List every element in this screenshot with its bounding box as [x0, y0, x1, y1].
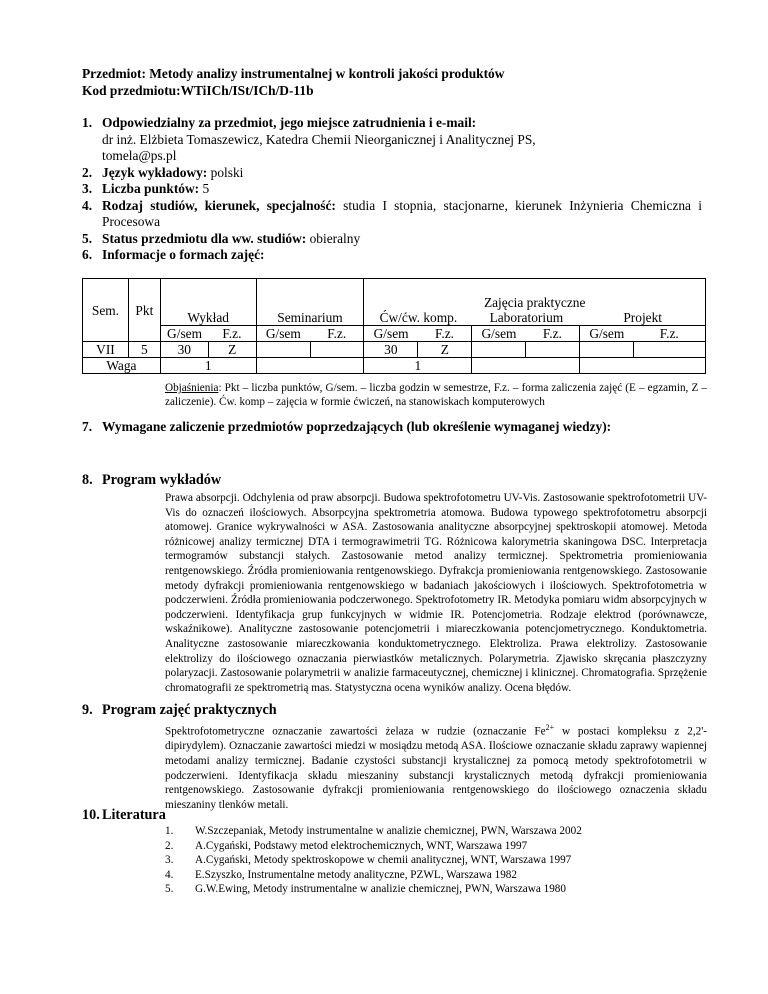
list-item: [165, 868, 707, 883]
section-7: [82, 418, 707, 435]
seminarium-fz-header: F.z.: [310, 326, 364, 342]
item-number: 2.: [82, 164, 93, 180]
list-item: [82, 165, 702, 182]
document-header: [82, 65, 504, 99]
item-label: Język wykładowy:: [102, 164, 208, 180]
list-item: [165, 824, 707, 839]
practical-program-text: [165, 721, 707, 812]
list-item: [82, 181, 702, 198]
cw-fz-header: F.z.: [418, 326, 472, 342]
item-label: Status przedmiotu dla ww. studiów:: [102, 230, 307, 246]
section-number: 8.: [82, 472, 93, 488]
practical-title: Zajęcia praktyczne: [483, 295, 586, 310]
section-title: Program wykładów: [102, 472, 222, 488]
cell-waga-label: Waga: [83, 358, 161, 374]
header-pkt: Pkt: [128, 279, 160, 342]
section-8-heading: [82, 472, 221, 489]
list-item: [82, 231, 702, 248]
practical-subheaders: [364, 310, 705, 325]
item-text: G.W.Ewing, Metody instrumentalne w analizie chemicznej, PWN, Warszawa 1980: [195, 883, 566, 896]
cell-pkt: 5: [128, 342, 160, 358]
table-explanation: [165, 381, 707, 409]
cell-empty: [256, 342, 310, 358]
cell-waga-cw: 1: [364, 358, 472, 374]
item-text: A.Cygański, Podstawy metod elektrochemicznych, WNT, Warszawa 1997: [195, 839, 528, 852]
item-value: 5: [199, 181, 210, 196]
cell-empty: [310, 342, 364, 358]
cell-wyklad-gsem: 30: [160, 342, 208, 358]
section-title: Literatura: [102, 807, 166, 823]
cell-cw-fz: Z: [418, 342, 472, 358]
cell-empty: [580, 342, 634, 358]
section-10-heading: [82, 807, 166, 824]
course-title: Przedmiot: Metody analizy instrumentalnej w kontroli jakości produktów: [82, 66, 505, 81]
projekt-fz-header: F.z.: [634, 326, 706, 342]
item-value: studia I stopnia, stacjonarne, kierunek Inżynieria Chemiczna i Procesowa: [102, 197, 703, 229]
practical-text-a: Spektrofotometryczne oznaczanie zawartości żelaza w rudzie (oznaczanie Fe: [165, 725, 546, 738]
cw-gsem-header: G/sem: [364, 326, 418, 342]
item-number: 5.: [165, 883, 174, 896]
info-list: [82, 115, 702, 264]
item-label: Informacje o formach zajęć:: [102, 247, 265, 262]
header-laboratorium: Laboratorium: [489, 310, 564, 325]
list-item: [165, 853, 707, 868]
section-title: Program zajęć praktycznych: [102, 702, 277, 718]
lecture-program-text: Prawa absorpcji. Odchylenia od praw absorpcji. Budowa spektrofotometru UV-Vis. Zastosowanie spektrofotometrii UV-Vis do oznaczeń ilościowych. Absorpcyjna spektrometria atomowa. Budowa typowego spektrofotometru absorpcji atomowej. Granice wykrywalności w ASA. Zastosowania analityczne absorpcyjnej spektroskopii atomowej. Metoda różnicowej analizy termicznej DTA i termograwimetrii TG. Różnicowa kalorymetria skaningowa DSC. Interpretacja termogramów substancji stałych. Zastosowanie metod analizy termicznej. Spektrometria promieniowania rentgenowskiego. Źródła promieniowania rentgenowskiego. Dyfrakcja promieniowania rentgenowskiego. Zastosowanie metody dyfrakcji promieniowania rentgenowskiego w badaniach jakościowych i ilościowych. Spektrofotometria w podczerwieni. Źródła promieniowania podczerwonego. Spektrofotometry IR. Metodyka pomiaru widm absorpcyjnych w podczerwieni. Identyfikacja grup funkcyjnych w widmie IR. Potencjometria. Rodzaje elektrod (porównawcze, wskaźnikowe). Analityczne zastosowanie potencjometrii i miareczkowania potencjometrycznego. Konduktometria. Analityczne zastosowanie miareczkowania konduktometrycznego. Elektroliza. Prawa elektrolizy. Zastosowanie elektrolizy do ilościowego oznaczania pierwiastków metalicznych. Polarymetria. Zjawisko skręcania płaszczyzny polaryzacji. Zastosowanie polarymetrii w analizie farmaceutycznej, chemicznej i klinicznej. Chromatografia. Sprzężenie chromatografii ze spektrometrią mas. Statystyczna ocena wyników analizy. Ocena błędów.: [165, 492, 707, 694]
cell-wyklad-fz: Z: [208, 342, 256, 358]
item-value: polski: [207, 164, 244, 180]
item-label: Liczba punktów:: [102, 181, 200, 196]
course-code: Kod przedmiotu:WTiICh/ISt/ICh/D-11b: [82, 83, 314, 98]
lab-fz-header: F.z.: [526, 326, 580, 342]
header-sem: Sem.: [83, 279, 129, 342]
cell-sem: VII: [83, 342, 129, 358]
list-item: [82, 247, 702, 264]
item-number: 4.: [165, 868, 174, 881]
item-text: A.Cygański, Metody spektroskopowe w chemii analitycznej, WNT, Warszawa 1997: [195, 854, 572, 867]
projekt-gsem-header: G/sem: [580, 326, 634, 342]
cell-cw-gsem: 30: [364, 342, 418, 358]
list-item: [165, 839, 707, 854]
lab-gsem-header: G/sem: [472, 326, 526, 342]
header-seminarium: Seminarium: [256, 279, 364, 326]
class-forms-table: [82, 278, 706, 374]
literature-list: [165, 824, 707, 897]
section-7-text: Wymagane zaliczenie przedmiotów poprzedzających (lub określenie wymaganej wiedzy):: [102, 419, 612, 434]
section-9-heading: [82, 702, 277, 719]
item-number: 2.: [165, 839, 174, 852]
item-number: 5.: [82, 230, 93, 246]
list-item: [165, 882, 707, 897]
item-text: W.Szczepaniak, Metody instrumentalne w analizie chemicznej, PWN, Warszawa 2002: [195, 825, 582, 837]
item-value: obieralny: [306, 230, 361, 246]
item-number: 6.: [82, 247, 93, 262]
item-label: Rodzaj studiów, kierunek, specjalność:: [102, 197, 336, 213]
cell-empty: [472, 342, 526, 358]
email-text: tomela@ps.pl: [102, 148, 177, 163]
cell-empty: [580, 358, 706, 374]
list-item: [82, 198, 702, 231]
item-number: 1.: [82, 115, 93, 130]
header-practical: [364, 279, 706, 326]
header-cw: Ćw/ćw. komp.: [379, 310, 458, 325]
item-number: 3.: [165, 854, 174, 867]
list-item: [82, 115, 702, 165]
header-wyklad: Wykład: [160, 279, 256, 326]
practical-text-b: w postaci kompleksu z 2,2'-dipirydylem). Oznaczanie zawartości miedzi w mosiądzu metodą ASA. Ilościowe oznaczanie składu zaprawy wapiennej metodami analizy termicznej. Badanie czystości substancji krystalicznej za pomocą metody spektrofotometrii w podczerwieni. Identyfikacja składu mieszaniny substancji krystalicznych metodą dyfrakcji promieniowania rentgenowskiego. Zastosowanie dyfrakcji promieniowania rentgenowskiego do ilościowego oznaczenia składu mieszaniny tlenków metali.: [165, 725, 707, 811]
item-number: 1.: [165, 825, 174, 837]
item-number: 3.: [82, 181, 93, 196]
section-number: 9.: [82, 702, 93, 718]
cell-empty: [256, 358, 364, 374]
item-value: dr inż. Elżbieta Tomaszewicz, Katedra Chemii Nieorganicznej i Analitycznej PS,: [102, 131, 536, 147]
cell-empty: [526, 342, 580, 358]
cell-empty: [634, 342, 706, 358]
explanation-label: Objaśnienia: [165, 382, 219, 394]
cell-empty: [472, 358, 580, 374]
superscript: 2+: [545, 723, 555, 732]
cell-waga-wyklad: 1: [160, 358, 256, 374]
section-number: 7.: [82, 419, 93, 434]
item-number: 4.: [82, 197, 93, 213]
header-projekt: Projekt: [623, 310, 663, 325]
seminarium-gsem-header: G/sem: [256, 326, 310, 342]
explanation-text: : Pkt – liczba punktów, G/sem. – liczba godzin w semestrze, F.z. – forma zaliczenia zajęć (E – egzamin, Z – zaliczenie). Ćw. komp – zajęcia w formie ćwiczeń, na stanowiskach komputerowych: [165, 382, 707, 408]
wyklad-gsem-header: G/sem: [160, 326, 208, 342]
section-number: 10.: [82, 807, 100, 823]
wyklad-fz-header: F.z.: [208, 326, 256, 342]
item-text: E.Szyszko, Instrumentalne metody analityczne, PZWL, Warszawa 1982: [195, 868, 517, 881]
item-label: Odpowiedzialny za przedmiot, jego miejsce zatrudnienia i e-mail:: [102, 115, 477, 130]
